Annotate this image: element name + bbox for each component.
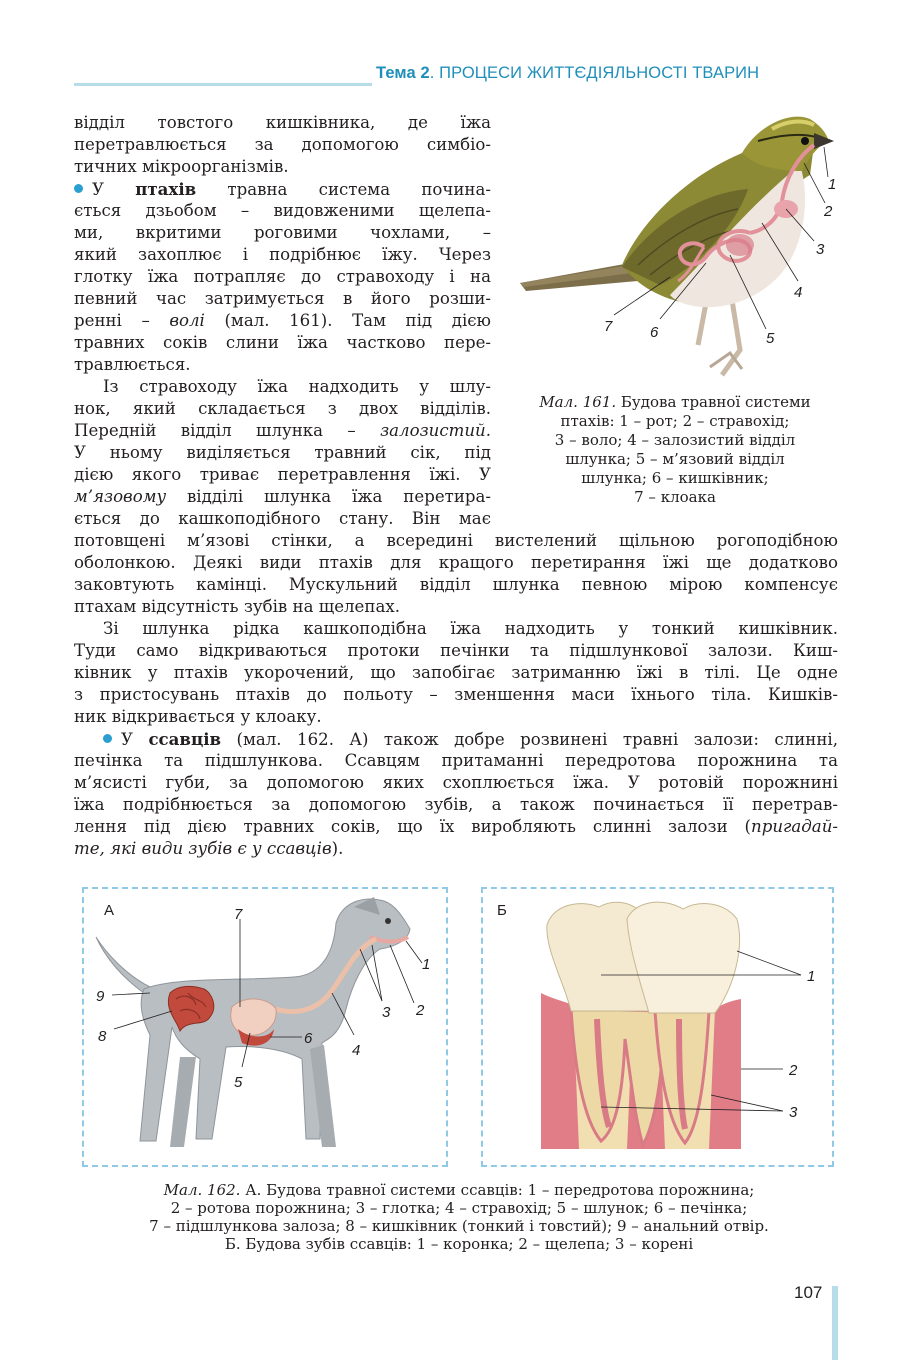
page-number: 107 [794,1283,823,1302]
text-line: нок, який складається з двох відділів. [74,399,491,418]
label-1: 1 [828,176,837,193]
figure-caption: шлунка; 6 – кишківник; [581,469,769,487]
label-2: 2 [416,1002,425,1019]
text-line: м’язовому відділі шлунка їжа перетира- [74,487,491,506]
text-line: ренні – волі (мал. 161). Там під дією [74,311,491,330]
text-line: Передній відділ шлунка – залозистий. [74,421,491,440]
text-line: дією якого триває перетравлення їжі. У [74,465,491,484]
text-line: птахам відсутність зубів на щелепах. [74,597,400,616]
label-8: 8 [98,1028,107,1045]
text-line: ється дзьобом – видовженими щелепа- [74,201,491,220]
label-1: 1 [422,956,431,973]
text-line: з пристосувань птахів до польоту – зменшення маси їхнього тіла. Кишків- [74,685,838,704]
label-2: 2 [789,1062,798,1079]
text-line: У ньому виділяється травний сік, під [74,443,491,462]
header-rule [74,83,372,86]
text-line: печінка та підшлункова. Ссавцям притаманні передротова порожнина та [74,751,838,770]
text-line: який захоплює і подрібнює їжу. Через [74,245,491,264]
text-line: травлюється. [74,355,191,374]
text-line: м’ясисті губи, за допомогою яких схоплюється їжа. У ротовій порожнині [74,773,838,792]
label-6: 6 [304,1030,313,1047]
text-line: перетравлюється за допомогою симбіо- [74,135,491,154]
text-line: заковтують камінці. Мускульний відділ шлунка певною мірою компенсує [74,575,838,594]
panel-a-label: А [104,902,115,919]
page-edge-bar [832,1286,838,1360]
chapter-header [376,64,759,83]
text-line: ється до кашкоподібного стану. Він має [74,509,491,528]
bullet-icon [103,734,112,743]
text-line: ківник у птахів укорочений, що запобігає затриманню їжі в тілі. Це одне [74,663,838,682]
label-1: 1 [807,968,816,985]
figure-caption: Мал. 162. А. Будова травної системи ссавців: 1 – передротова порожнина; [163,1181,755,1199]
label-4: 4 [352,1042,361,1059]
label-4: 4 [794,284,803,301]
figure-caption: птахів: 1 – рот; 2 – стравохід; [560,412,790,430]
text-line: ми, вкритими роговими чохлами, – [74,223,491,242]
text-line: глотку їжа потрапляє до стравоходу і на [74,267,491,286]
figure-caption: Мал. 161. Будова травної системи [539,393,811,411]
text-line: Із стравоходу їжа надходить у шлу- [103,377,491,396]
figure-caption: 2 – ротова порожнина; 3 – глотка; 4 – стравохід; 5 – шлунок; 6 – печінка; [170,1199,748,1217]
label-7: 7 [604,318,613,335]
figure-caption: 7 – клоака [634,488,716,506]
text-line: Туди само відкриваються протоки печінки та підшлункової залози. Киш- [74,641,838,660]
figure-caption: 7 – підшлункова залоза; 8 – кишківник (тонкий і товстий); 9 – анальний отвір. [149,1217,769,1235]
label-3: 3 [816,241,825,258]
text-line: їжа подрібнюється за допомогою зубів, а також починається її перетрав- [74,795,838,814]
figure-caption: 3 – воло; 4 – залозистий відділ [554,431,796,449]
panel-b-label: Б [497,902,507,919]
text-line: відділ товстого кишківника, де їжа [74,113,491,132]
label-6: 6 [650,324,659,341]
label-3: 3 [382,1004,391,1021]
text-line: оболонкою. Деякі види птахів для кращого перетирання їжі ще додатково [74,553,838,572]
label-5: 5 [234,1074,243,1091]
text-line: певний час затримується в його розши- [74,289,491,308]
figure-caption: шлунка; 5 – м’язовий відділ [565,450,785,468]
bird-digestive-illustration [510,105,840,380]
figure-caption: Б. Будова зубів ссавців: 1 – коронка; 2 – щелепа; 3 – корені [224,1235,694,1253]
text-line: Зі шлунка рідка кашкоподібна їжа надходить у тонкий кишківник. [103,619,838,638]
text-line: ник відкривається у клоаку. [74,707,322,726]
label-7: 7 [234,906,243,923]
text-line: травних соків слини їжа частково пере- [74,333,491,352]
label-3: 3 [789,1104,798,1121]
bullet-icon [74,184,83,193]
label-2: 2 [824,203,833,220]
text-line: лення під дією травних соків, що їх виробляють слинні залози (пригадай- [74,817,838,836]
text-line: У птахів травна система почина- [74,178,491,201]
dog-digestive-illustration [84,889,446,1165]
topic-label: Тема 2 [376,64,430,82]
text-line: У ссавців (мал. 162. А) також добре розвинені травні залози: слинні, [103,728,838,751]
topic-title: . ПРОЦЕСИ ЖИТТЄДІЯЛЬНОСТІ ТВАРИН [429,64,760,82]
text-line: те, які види зубів є у ссавців). [74,839,344,858]
text-line: потовщені м’язові стінки, а всередині вистелений щільною рогоподібною [74,531,838,550]
text-line: тичних мікроорганізмів. [74,157,289,176]
label-5: 5 [766,330,775,347]
tooth-structure-illustration [483,889,832,1165]
label-9: 9 [96,988,105,1005]
